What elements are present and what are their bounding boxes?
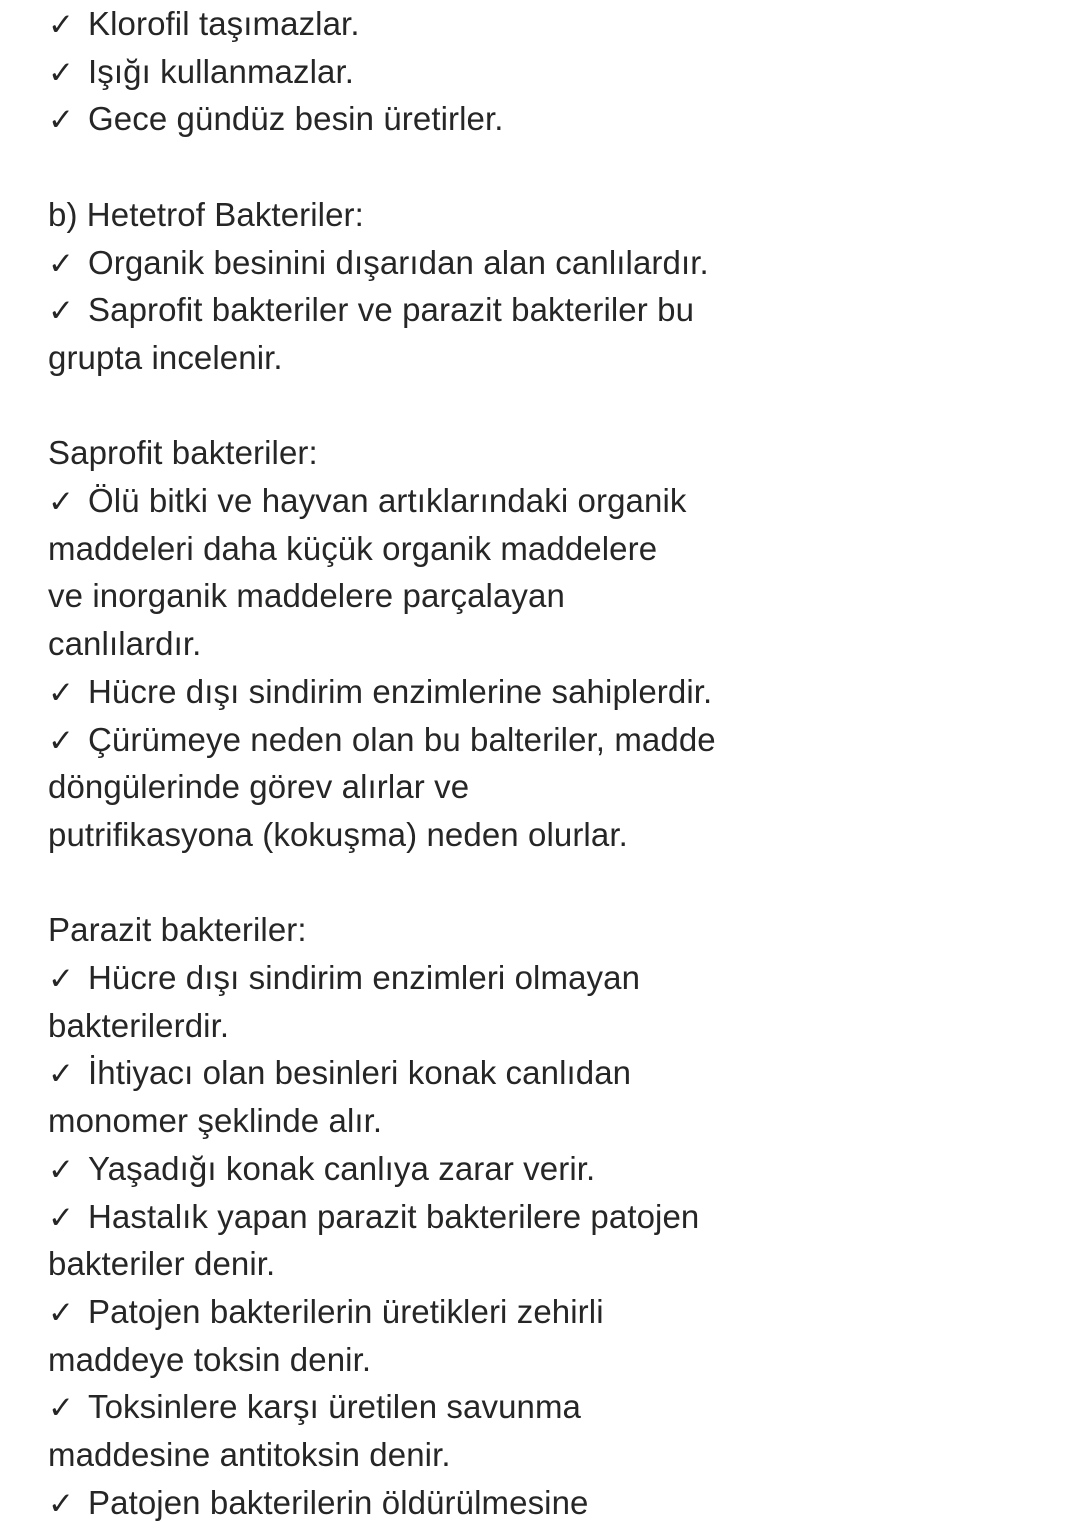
checkmark-icon: ✓ [48, 293, 75, 330]
line-text: Parazit bakteriler: [48, 911, 307, 949]
checklist-item [48, 716, 716, 764]
text-line [48, 1002, 229, 1050]
line-text: İhtiyacı olan besinleri konak canlıdan [88, 1054, 632, 1092]
checkmark-icon: ✓ [48, 54, 75, 91]
line-text: maddeleri daha küçük organik maddelere [48, 529, 658, 567]
line-text: b) Hetetrof Bakteriler: [48, 195, 364, 233]
line-text: Hücre dışı sindirim enzimleri olmayan [88, 959, 641, 996]
text-line [48, 1097, 382, 1145]
checkmark-icon: ✓ [48, 722, 75, 759]
checklist-item [48, 0, 360, 48]
text-line [48, 191, 364, 239]
checkmark-icon: ✓ [48, 1199, 75, 1236]
checkmark-icon: ✓ [48, 1485, 75, 1522]
line-text: monomer şeklinde alır. [48, 1102, 383, 1140]
checklist-item [48, 1145, 595, 1193]
text-line [48, 763, 469, 811]
line-text: Klorofil taşımazlar. [88, 5, 360, 42]
line-text: Saprofit bakteriler ve parazit bakteriler bu [88, 291, 695, 329]
checklist-item [48, 239, 709, 287]
line-text: döngülerinde görev alırlar ve [48, 768, 470, 806]
checklist-item [48, 1479, 589, 1527]
text-line [48, 525, 657, 573]
line-text: Yaşadığı konak canlıya zarar verir. [88, 1149, 596, 1187]
checklist-item [48, 477, 687, 525]
line-text: grupta incelenir. [48, 338, 283, 376]
checkmark-icon: ✓ [48, 245, 75, 282]
text-line [48, 429, 318, 477]
checklist-item [48, 1288, 604, 1336]
checklist-item [48, 286, 694, 334]
checklist-item [48, 95, 504, 143]
text-line [48, 906, 307, 954]
line-text: Toksinlere karşı üretilen savunma [88, 1388, 582, 1426]
checklist-item [48, 1049, 631, 1097]
text-line [48, 1431, 451, 1479]
line-text: Işığı kullanmazlar. [88, 52, 355, 90]
checkmark-icon: ✓ [48, 102, 75, 139]
text-line [48, 1336, 371, 1384]
checkmark-icon: ✓ [48, 1390, 75, 1427]
checkmark-icon: ✓ [48, 7, 75, 43]
checkmark-icon: ✓ [48, 1056, 75, 1093]
line-text: Hastalık yapan parazit bakterilere patojen [88, 1197, 700, 1235]
line-text: bakterilerdir. [48, 1006, 230, 1044]
text-line [48, 811, 628, 859]
checklist-item [48, 48, 354, 96]
checkmark-icon: ✓ [48, 1151, 75, 1188]
line-text: Organik besinini dışarıdan alan canlılardır. [88, 243, 709, 281]
text-line [48, 572, 565, 620]
line-text: Ölü bitki ve hayvan artıklarındaki organik [88, 482, 687, 519]
line-text: ve inorganik maddelere parçalayan [48, 577, 565, 615]
line-text: bakteriler denir. [48, 1245, 276, 1283]
line-text: Çürümeye neden olan bu balteriler, madde [88, 720, 716, 758]
checklist-item [48, 954, 640, 1002]
line-text: Hücre dışı sindirim enzimlerine sahiplerdir. [88, 672, 713, 710]
line-text: maddeye toksin denir. [48, 1340, 372, 1378]
line-text: Saprofit bakteriler: [48, 434, 318, 472]
line-text: Patojen bakterilerin üretikleri zehirli [88, 1292, 604, 1330]
checklist-item [48, 1193, 699, 1241]
checkmark-icon: ✓ [48, 674, 75, 711]
checklist-item [48, 1383, 581, 1431]
text-line [48, 620, 201, 668]
checkmark-icon: ✓ [48, 1294, 75, 1331]
line-text: putrifikasyona (kokuşma) neden olurlar. [48, 815, 628, 853]
checkmark-icon: ✓ [48, 484, 75, 520]
line-text: Gece gündüz besin üretirler. [88, 100, 504, 138]
line-text: maddesine antitoksin denir. [48, 1436, 451, 1473]
text-line [48, 334, 283, 382]
checklist-item [48, 668, 712, 716]
line-text: Patojen bakterilerin öldürülmesine [88, 1483, 589, 1521]
text-line [48, 1240, 275, 1288]
checkmark-icon: ✓ [48, 961, 75, 997]
line-text: canlılardır. [48, 625, 202, 663]
